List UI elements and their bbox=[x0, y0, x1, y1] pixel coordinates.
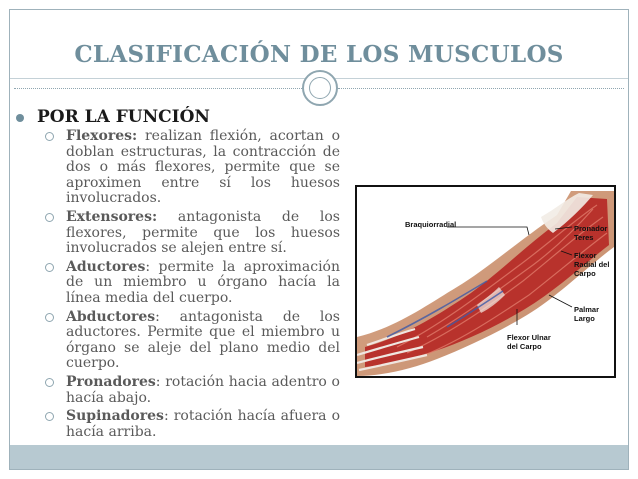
ring-bullet-icon bbox=[45, 213, 54, 222]
item-term: Abductores bbox=[66, 308, 156, 325]
item-text: : antagonista de los aductores. Permite que el miembro u órgano se aleje del plano medio del cuerpo. bbox=[66, 308, 340, 372]
list-item bbox=[44, 129, 340, 207]
item-text: realizan flexión, acortan o doblan estructuras, la contracción de dos o más flexores, permite que se aproximen entre sí los huesos involucrados. bbox=[66, 128, 340, 207]
label-flexor-ulnar: Flexor Ulnar del Carpo bbox=[507, 333, 551, 351]
ring-bullet-icon bbox=[45, 263, 54, 272]
item-term: Flexores: bbox=[66, 128, 138, 144]
forearm-muscles-drawing bbox=[357, 187, 614, 376]
forearm-muscle-illustration bbox=[355, 185, 616, 378]
label-palmar-largo: Palmar Largo bbox=[574, 305, 600, 323]
ring-bullet-icon bbox=[45, 378, 54, 387]
bullet-dot-icon bbox=[16, 114, 24, 122]
ring-bullet-icon bbox=[45, 412, 54, 421]
ring-bullet-icon bbox=[45, 132, 54, 141]
item-term: Aductores bbox=[66, 258, 146, 275]
bullet-list bbox=[44, 129, 340, 443]
item-text: antagonista de los flexores, permite que los huesos involucrados se alejen entre sí. bbox=[66, 208, 340, 257]
item-text: : permite la aproximación de un miembro u órgano hacía la línea media del cuerpo. bbox=[66, 258, 340, 306]
circle-ornament-icon bbox=[302, 70, 338, 106]
footer-bar bbox=[10, 445, 628, 469]
label-braquiorradial: Braquiorradial bbox=[405, 220, 457, 229]
divider-right bbox=[338, 88, 624, 89]
list-item bbox=[44, 375, 340, 406]
label-flexor-radial: Flexor Radial del Carpo bbox=[574, 251, 610, 278]
section-heading: POR LA FUNCIÓN bbox=[37, 107, 210, 127]
item-text: : rotación hacía afuera o hacía arriba. bbox=[66, 408, 340, 440]
list-item bbox=[44, 310, 340, 372]
item-term: Extensores: bbox=[66, 208, 158, 225]
list-item bbox=[44, 260, 340, 307]
list-item bbox=[44, 210, 340, 257]
ring-bullet-icon bbox=[45, 313, 54, 322]
divider-left bbox=[14, 88, 302, 89]
title-area bbox=[10, 10, 628, 79]
item-term: Pronadores bbox=[66, 373, 156, 390]
list-item bbox=[44, 409, 340, 440]
item-term: Supinadores bbox=[66, 408, 164, 425]
slide-title: CLASIFICACIÓN DE LOS MUSCULOS bbox=[74, 41, 564, 68]
label-pronador-teres: Pronador Teres bbox=[574, 224, 608, 242]
item-text: : rotación hacia adentro o hacía abajo. bbox=[66, 373, 340, 406]
